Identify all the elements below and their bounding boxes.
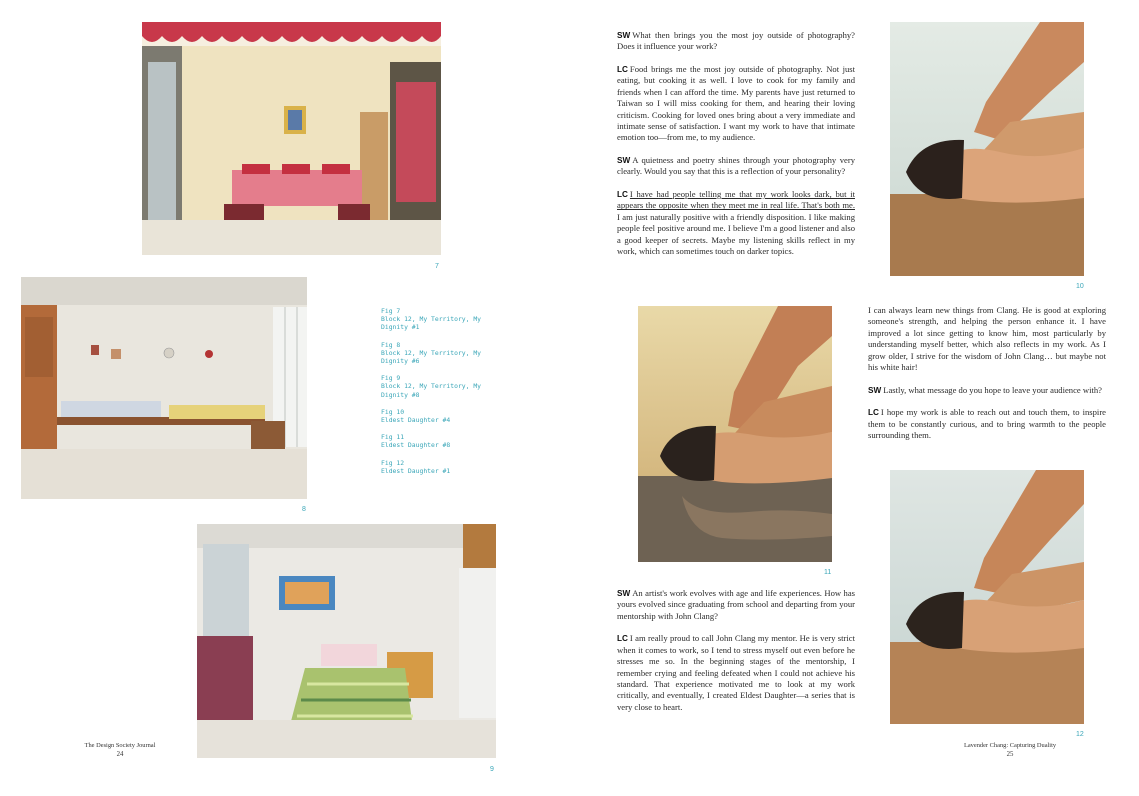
figure-number-12: 12 [1076,731,1084,738]
photo-fig-10 [890,22,1084,276]
paragraph: LC I hope my work is able to reach out and touch them, to inspire them to be constantly curious, and to bring warmth to the people surrounding them. [868,407,1106,441]
paragraph: SW A quietness and poetry shines through your photography very clearly. Would you say that this is a reflection of your personality? [617,155,855,177]
caption-fig-9: Fig 9 Block 12, My Territory, My Dignity #8 [381,374,482,399]
interview-column-right [868,305,1106,453]
paragraph: I can always learn new things from Clang. He is good at exploring someone's strength, and helping the person enhance it. I have improved a lot since getting to know him, most particularly by understanding myself better, which also reflects in my work. As I grow older, I strive for the wisdom of John Clang… but maybe not his white hair! [868,305,1106,373]
caption-fig-12: Fig 12 Eldest Daughter #1 [381,458,451,475]
figure-number-8: 8 [302,506,306,513]
paragraph: SW Lastly, what message do you hope to leave your audience with? [868,384,1102,395]
page-number: 24 [116,751,124,758]
caption-fig-7: Fig 7 Block 12, My Territory, My Dignity #1 [381,307,482,332]
figure-captions [381,307,491,484]
interview-column-top [617,30,855,269]
interview-column-bottom [617,588,855,724]
figure-number-11: 11 [824,569,832,576]
caption-fig-10: Fig 10 Eldest Daughter #4 [381,407,451,425]
figure-number-7: 7 [435,263,439,270]
figure-number-9: 9 [490,766,494,773]
paragraph: LC I am really proud to call John Clang my mentor. He is very strict when it comes to work, so I tend to stress myself out even before he stresses me so. In the beginning stages of the mentorship, I remember crying and feeling defeated when I could not achieve his standard. That experience motivated me to look at my work critically, and eventually, I created Eldest Daughter—a series that is very close to heart. [617,633,855,712]
article-title: Lavender Chang: Capturing Duality [963,742,1057,749]
paragraph: LC Food brings me the most joy outside of photography. Not just eating, but cooking it as well. I love to cook for my family and friends when I can afford the time. My parents have just returned to Taiwan so I will miss cooking for them, and hearing their loving criticism. Cooking for loved ones bring about a very immediate and intimate sense of satisfaction. I want my work to have that intimate emotion too—from me, to my audience. [617,64,855,143]
photo-fig-9 [197,524,496,758]
caption-fig-8: Fig 8 Block 12, My Territory, My Dignity #6 [381,340,482,366]
photo-fig-7 [142,22,441,255]
caption-fig-11: Fig 11 Eldest Daughter #8 [381,433,451,450]
journal-title: The Design Society Journal [84,742,156,749]
paragraph: SW What then brings you the most joy outside of photography? Does it influence your work? [617,30,855,52]
figure-number-10: 10 [1076,283,1084,290]
underlined-quote: I have had people telling me that my work looks dark, but it appears the opposite when they meet me in real life. That's both me. [617,189,855,211]
footer-right [950,742,1070,758]
paragraph: SW An artist's work evolves with age and life experiences. How has yours evolved since graduating from school and departing from your mentorship with John Clang? [617,588,855,621]
page-number: 25 [1006,751,1014,758]
paragraph: LC I have had people telling me that my work looks dark, but it appears the opposite when they meet me in real life. That's both me. I am just naturally positive with a friendly disposition. I like making people feel positive around me. I believe I'm a good listener and also a good keeper of secrets. Maybe my listening skills reflect in my work, which can sometimes touch on darker topics. [617,189,855,257]
photo-fig-11 [638,306,832,562]
footer-left [70,742,170,758]
photo-fig-8 [21,277,307,499]
photo-fig-12 [890,470,1084,724]
